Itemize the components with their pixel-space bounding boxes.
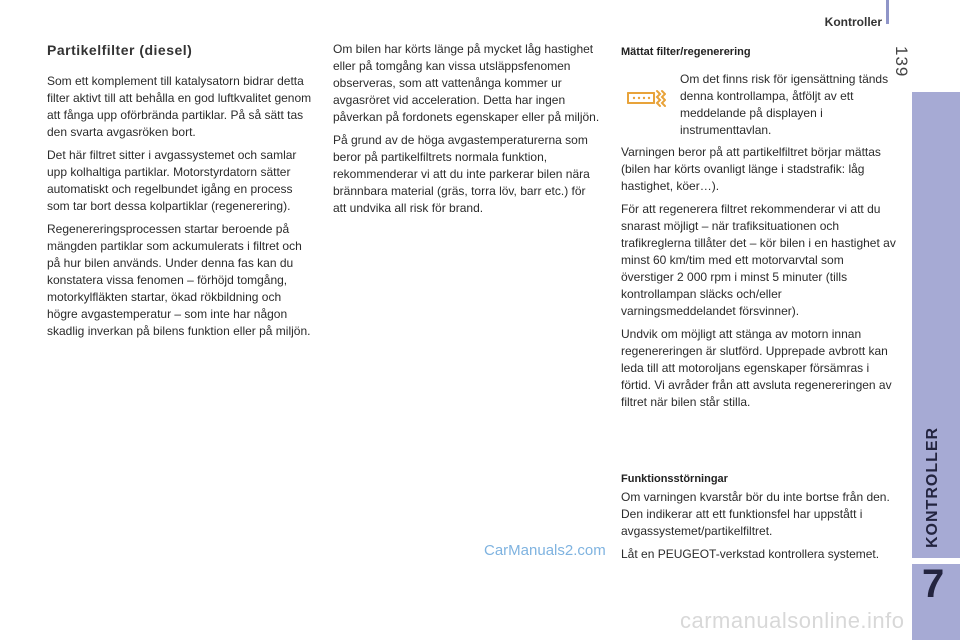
paragraph: Om varningen kvarstår bör du inte bortse från den. Den indikerar att ett funktionsfel har uppstått i avgassystemet/partikelfiltret. xyxy=(621,490,890,538)
subheading-saturated-filter: Mättat filter/regenerering xyxy=(621,46,751,58)
paragraph: För att regenerera filtret rekommenderar vi att du snarast möjligt – när trafiksituationen och trafikreglerna tillåter det – kör bilen i en hastighet av minst 60 km/tim med ett motorvarvtal som överstiger 2 000 rpm i minst 5 minuter (tills kontrollampan släcks och/eller varningsmeddelandet försvinner). xyxy=(621,202,896,318)
paragraph: Regenereringsprocessen startar beroende på mängden partiklar som ackumulerats i filtret och på hur bilen används. Under denna fas kan du konstatera vissa fenomen – förhöjd tomgång, motorkylfläkten startar, ökad rökbildning och högre avgastemperatur – som inte har någon skadlig inverkan på bilens funktion eller på miljön. xyxy=(47,222,311,338)
column-2-body xyxy=(333,41,601,223)
chapter-tab-label: KONTROLLER xyxy=(924,426,941,548)
page-number: 139 xyxy=(892,46,911,78)
header-rule xyxy=(886,0,889,24)
column-3-body xyxy=(621,144,896,417)
column-1-body xyxy=(47,73,313,346)
particle-filter-warning-icon xyxy=(626,86,666,110)
paragraph: Som ett komplement till katalysatorn bidrar detta filter aktivt till att behålla en god luftkvalitet genom att fånga upp oförbrända partiklar. På så sätt tas den svarta avgasröken bort. xyxy=(47,74,312,139)
chapter-number: 7 xyxy=(922,562,945,606)
paragraph: Om bilen har körts länge på mycket låg hastighet eller på tomgång kan vissa utsläppsfenomen observeras, som att vattenånga kommer ur avgasröret vid acceleration. Detta har ingen påverkan på fordonets egenskaper eller på miljön. xyxy=(333,42,600,124)
paragraph: På grund av de höga avgastemperaturerna som beror på partikelfiltrets normala funktion, rekommenderar vi att du inte parkerar bilen nära brännbara material (gräs, torra löv, barr etc.) för att undvika all risk för brand. xyxy=(333,133,590,215)
paragraph: Det här filtret sitter i avgassystemet och samlar upp kolhaltiga partiklar. Motorstyrdatorn sätter automatiskt och regelbundet igång en process som tar bort dessa kolpartiklar (regenerering). xyxy=(47,148,297,213)
paragraph: Varningen beror på att partikelfiltret börjar mättas (bilen har körts ovanligt länge i stadstrafik: låg hastighet, köer…). xyxy=(621,145,881,193)
section-title: Kontroller xyxy=(824,15,882,29)
subheading-malfunction: Funktionsstörningar xyxy=(621,473,728,485)
paragraph: Låt en PEUGEOT-verkstad kontrollera systemet. xyxy=(621,547,880,561)
paragraph: Undvik om möjligt att stänga av motorn innan regenereringen är slutförd. Upprepade avbrott kan leda till att motoroljans egenskaper försämras i förtid. Vi avråder från att avsluta regenereringen av filtret när bilen står stilla. xyxy=(621,327,892,409)
warning-lamp-text: Om det finns risk för igensättning tänds denna kontrollampa, åtföljt av ett meddelande på displayen i instrumenttavlan. xyxy=(680,72,889,137)
watermark-carmanuals2[interactable]: CarManuals2.com xyxy=(484,542,606,559)
malfunction-body xyxy=(621,489,896,569)
watermark-carmanualsonline[interactable]: carmanualsonline.info xyxy=(680,608,905,633)
warning-lamp-row xyxy=(621,71,896,141)
section-heading: Partikelfilter (diesel) xyxy=(47,42,193,58)
